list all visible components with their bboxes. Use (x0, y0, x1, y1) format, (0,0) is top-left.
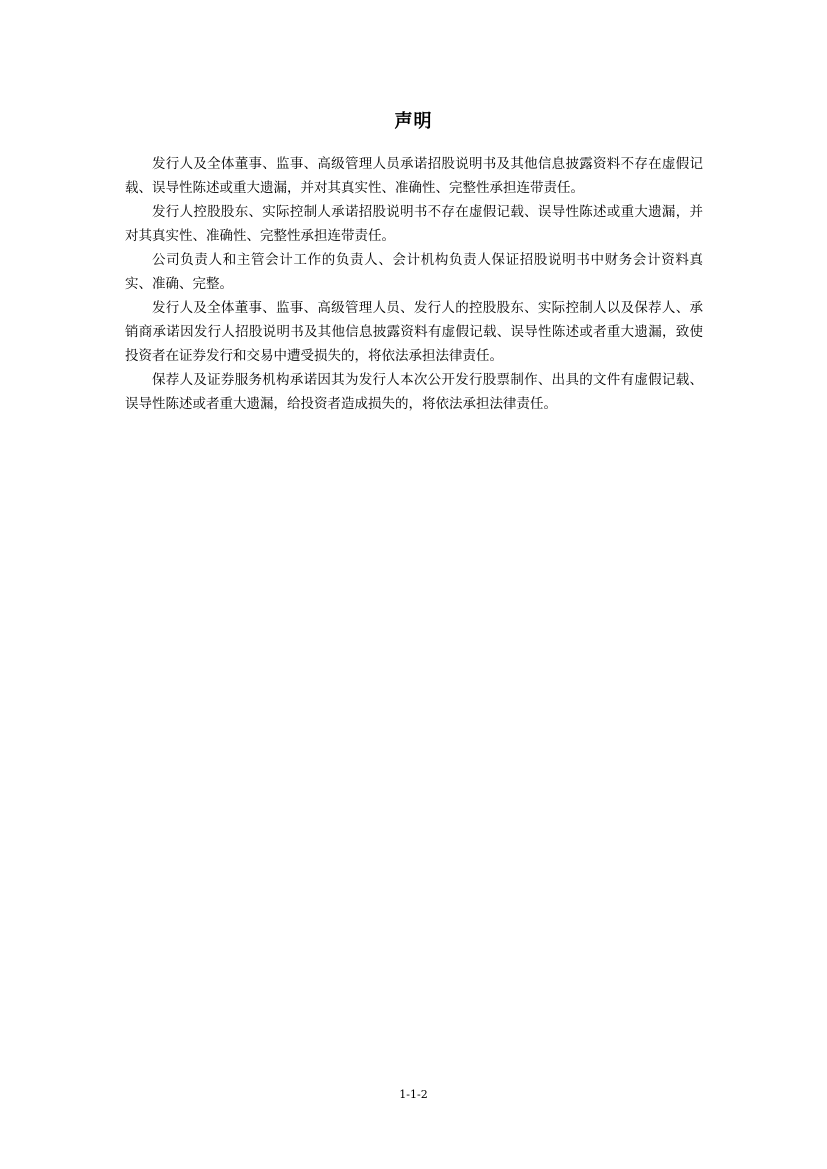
paragraph-controlling-shareholder: 发行人控股股东、实际控制人承诺招股说明书不存在虚假记载、误导性陈述或重大遗漏，并对其真实性、准确性、完整性承担连带责任。 (125, 204, 703, 244)
paragraph-accounting-heads: 公司负责人和主管会计工作的负责人、会计机构负责人保证招股说明书中财务会计资料真实、准确、完整。 (125, 252, 703, 292)
declaration-body (125, 152, 703, 416)
page-title: 声明 (394, 111, 433, 132)
paragraph-underwriter-liability: 发行人及全体董事、监事、高级管理人员、发行人的控股股东、实际控制人以及保荐人、承销商承诺因发行人招股说明书及其他信息披露资料有虚假记载、误导性陈述或者重大遗漏，致使投资者在证券发行和交易中遭受损失的，将依法承担法律责任。 (125, 300, 703, 364)
paragraph-issuer-directors: 发行人及全体董事、监事、高级管理人员承诺招股说明书及其他信息披露资料不存在虚假记载、误导性陈述或重大遗漏，并对其真实性、准确性、完整性承担连带责任。 (125, 156, 703, 196)
paragraph-sponsor-liability: 保荐人及证券服务机构承诺因其为发行人本次公开发行股票制作、出具的文件有虚假记载、误导性陈述或者重大遗漏，给投资者造成损失的，将依法承担法律责任。 (125, 372, 703, 412)
page-number: 1-1-2 (399, 1088, 428, 1101)
